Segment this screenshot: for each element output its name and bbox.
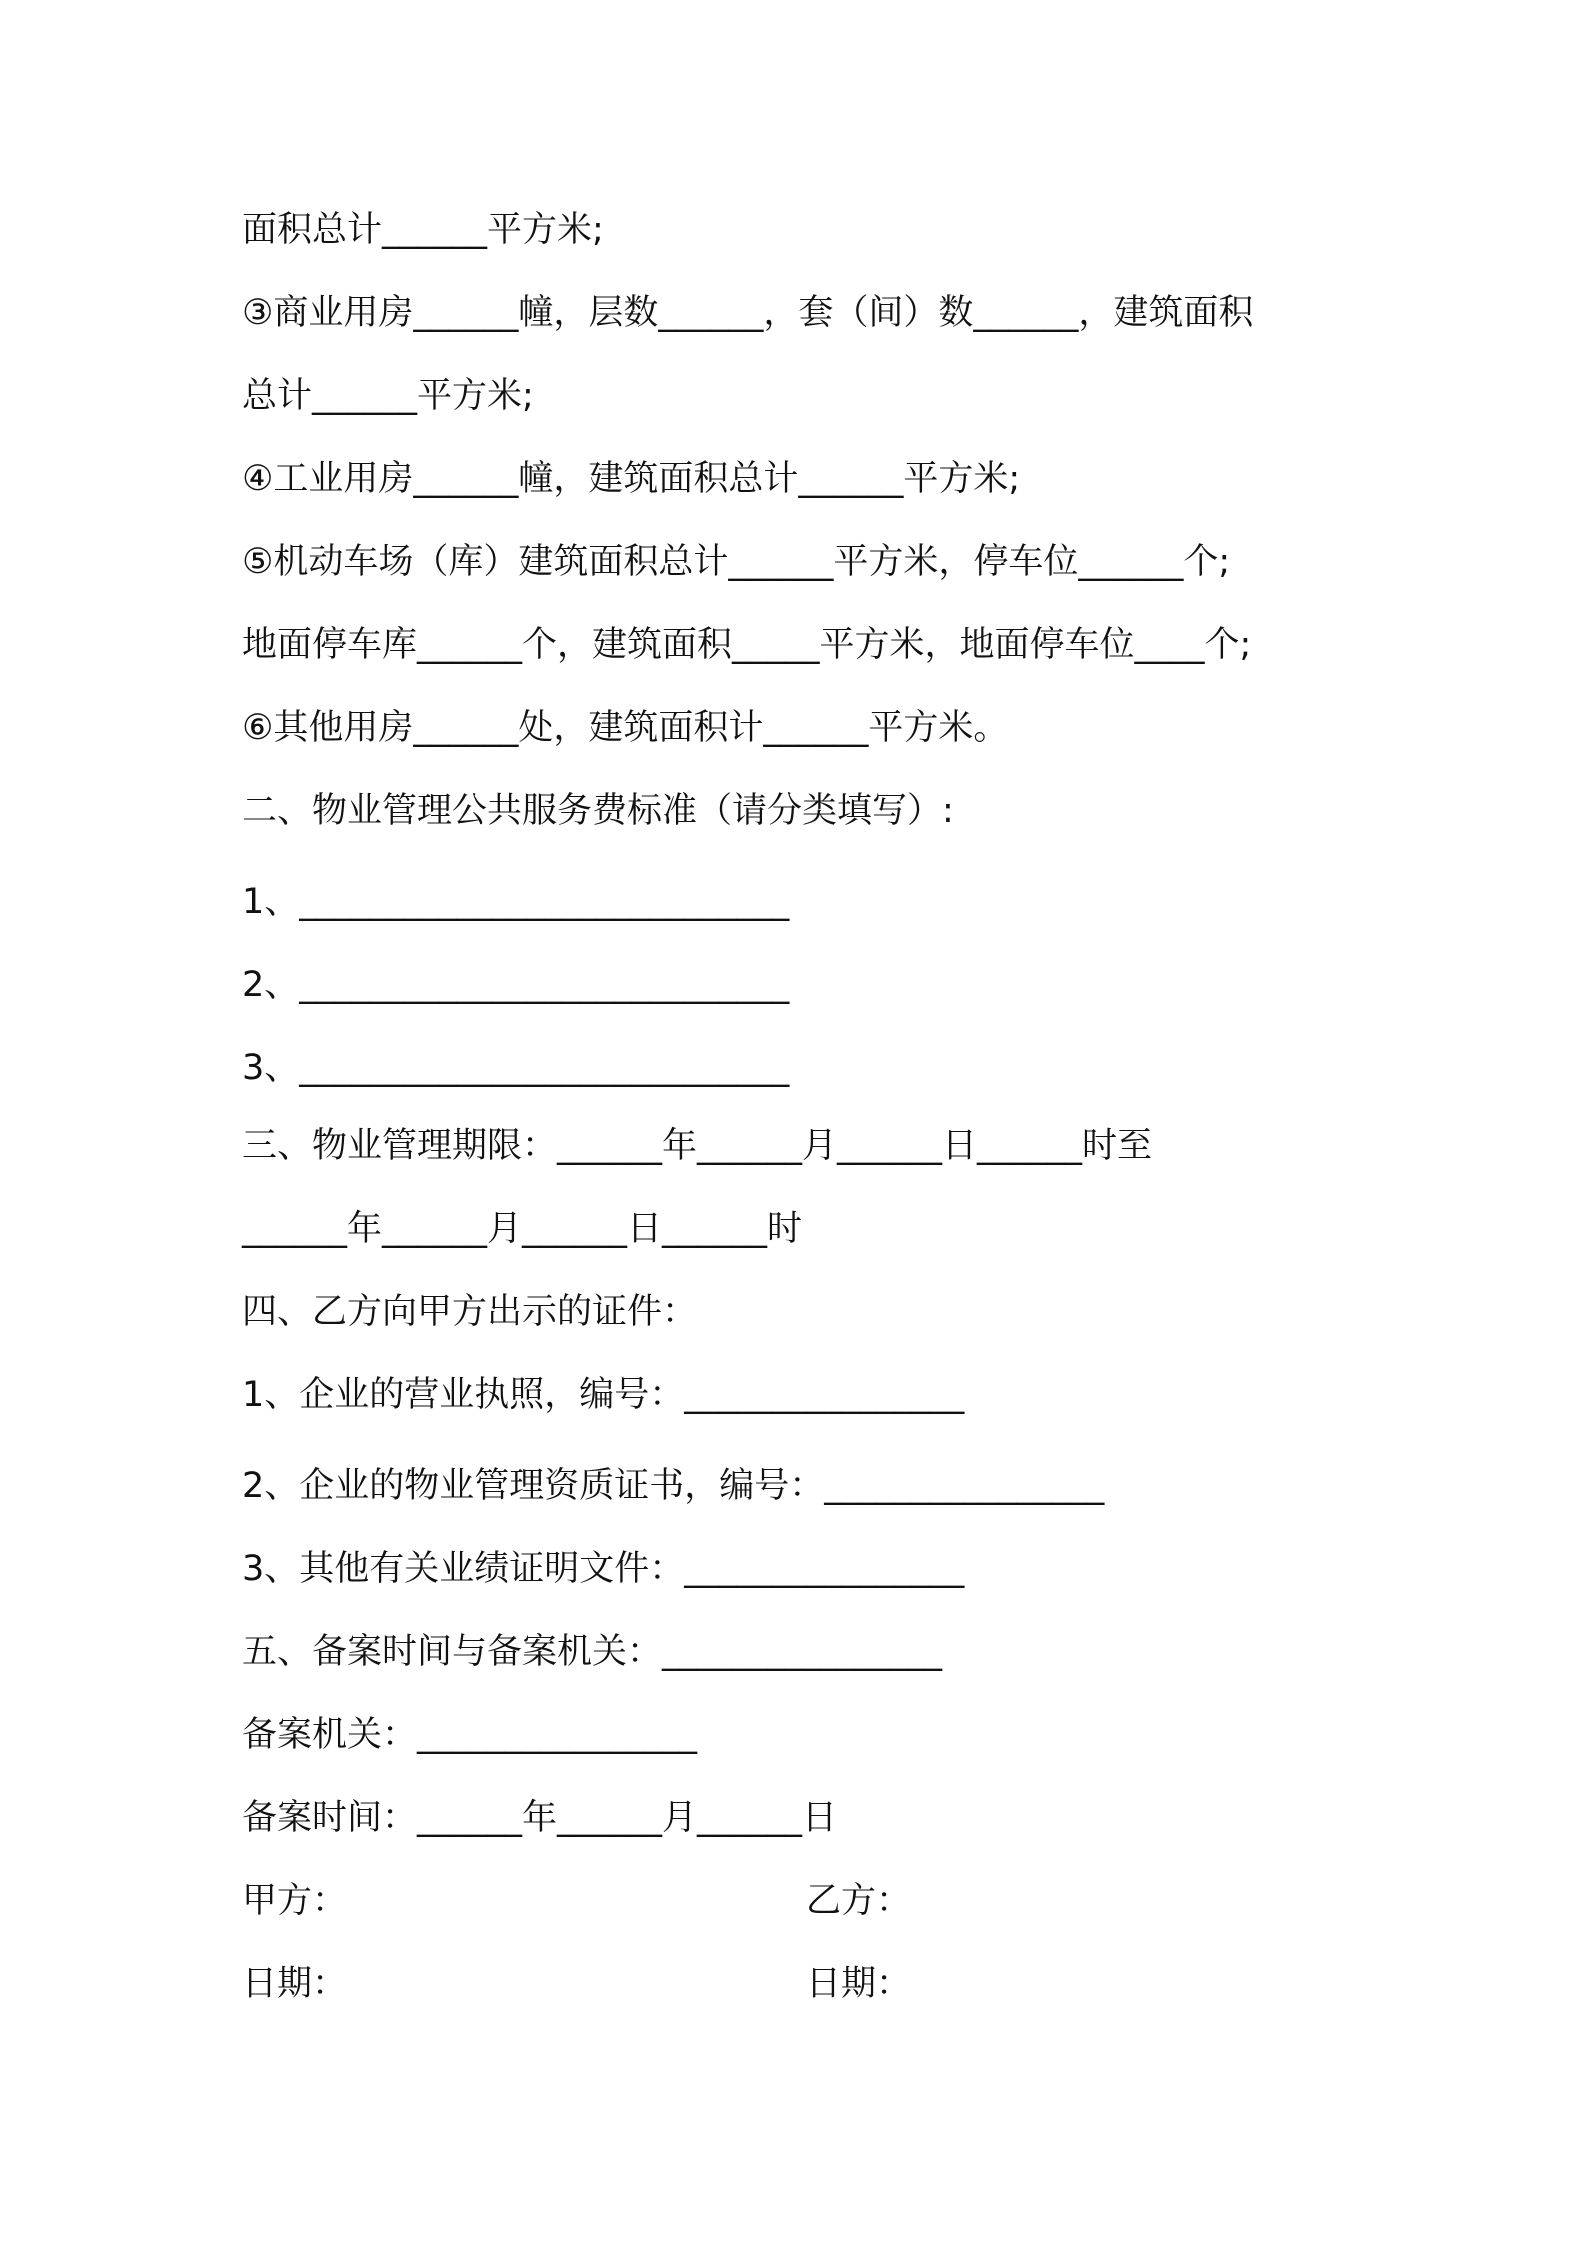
text-line: 备案机关：________________ [242,1715,698,1755]
text-line: 面积总计______平方米; [242,210,604,250]
text-line: ⑥其他用房______处，建筑面积计______平方米。 [242,708,1009,748]
text-line: ④工业用房______幢，建筑面积总计______平方米; [242,459,1021,499]
section-heading: 五、备案时间与备案机关：________________ [242,1632,943,1672]
text-line: ______年______月______日______时 [242,1209,803,1249]
date-a-label: 日期： [242,1964,348,2004]
section-heading: 三、物业管理期限：______年______月______日______时至 [242,1126,1153,1166]
text-line: 总计______平方米; [242,376,534,416]
section-heading: 四、乙方向甲方出示的证件： [242,1292,698,1332]
list-item: 3、____________________________ [242,1048,790,1088]
date-b-label: 日期： [806,1964,912,2004]
text-line: 备案时间：______年______月______日 [242,1798,838,1838]
party-a-label: 甲方： [242,1881,348,1921]
text-line: ⑤机动车场（库）建筑面积总计______平方米，停车位______个; [242,542,1231,582]
list-item: 3、其他有关业绩证明文件：________________ [242,1549,965,1589]
section-heading: 二、物业管理公共服务费标准（请分类填写）: [242,791,954,831]
list-item: 1、企业的营业执照，编号：________________ [242,1375,965,1415]
list-item: 2、企业的物业管理资质证书，编号：________________ [242,1466,1105,1506]
list-item: 1、____________________________ [242,882,790,922]
party-b-label: 乙方： [806,1881,912,1921]
list-item: 2、____________________________ [242,965,790,1005]
text-line: ③商业用房______幢，层数______，套（间）数______，建筑面积 [242,293,1254,333]
text-line: 地面停车库______个，建筑面积_____平方米，地面停车位____个; [242,625,1252,665]
